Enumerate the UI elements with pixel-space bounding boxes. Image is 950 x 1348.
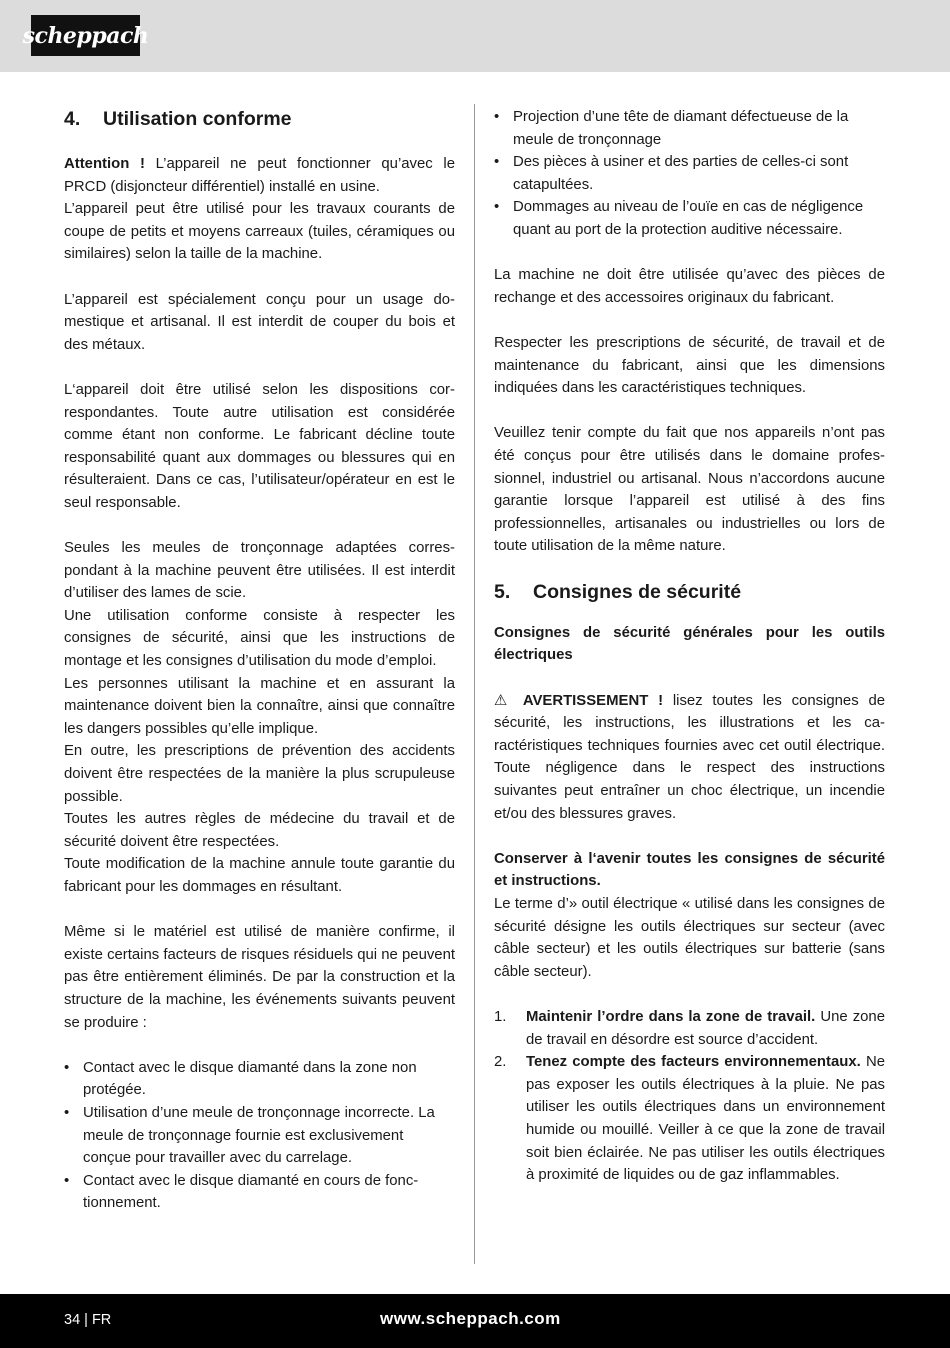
list-item	[494, 1006, 885, 1051]
spare-parts-paragraph: La machine ne doit être utilisée qu’avec des pièces de rechange et des accessoires originaux du fabricant.	[494, 267, 885, 306]
occupational-paragraph: Toutes les autres règles de médecine du travail et de sécurité doivent être respectées.	[64, 811, 455, 850]
section-number: 4.	[64, 108, 81, 130]
professional-use-paragraph: Veuillez tenir compte du fait que nos appareils n’ont pas été conçus pour être utilisés dans le domaine professionnel, industriel ou artisanal. Nous n’accordons aucune garantie lorsque l’appareil est utilisé à des fins professionnelles, artisanales ou industrielles ou lors de toute utilisation de la même nature.	[494, 425, 885, 555]
provisions-paragraph: L‘appareil doit être utilisé selon les dispositions correspondantes. Toute autre utilisation est considérée comme étant non conforme. Le fabricant décline toute responsabilité quant aux dommages ou blessures qui en résulteraient. Dans ce cas, l’utilisateur/opérateur en est le seul responsable.	[64, 381, 455, 511]
list-item: • Utilisation d’une meule de tronçonnage incorrecte. La meule de tronçonnage fournie est exclusivement conçue pour travailler avec du carrelage.	[64, 1102, 455, 1170]
left-column	[64, 106, 455, 1215]
section-title: Utilisation conforme	[103, 108, 292, 130]
section-title: Consignes de sécurité	[533, 580, 742, 603]
keep-instructions-heading: Conserver à l‘avenir toutes les consignes de sécurité et instructions.	[494, 850, 885, 890]
usage-paragraph: L’appareil peut être utilisé pour les travaux courants de coupe de petits et moyens carreaux (tuiles, céramiques ou similaires) selon la taille de la machine.	[64, 201, 455, 263]
item-title: Tenez compte des facteurs environnementaux.	[526, 1054, 861, 1071]
safety-numbered-list	[494, 1006, 885, 1187]
operators-paragraph: Les personnes utilisant la machine et en assurant la maintenance doivent bien la connaître, ainsi que connaître les dangers possibles qu’elle implique.	[64, 675, 455, 737]
item-text: Une zone de travail en désordre est source d’accident.	[526, 1008, 885, 1048]
blades-paragraph: Seules les meules de tronçonnage adaptées correspondant à la machine peuvent être utilisées. Il est interdit d’utiliser des lames de scie.	[64, 540, 455, 602]
page-number: 34 | FR	[64, 1312, 112, 1328]
attention-paragraph	[64, 153, 455, 198]
scheppach-logo: scheppach	[31, 15, 140, 56]
item-number: 2.	[494, 1054, 507, 1071]
list-item	[494, 1051, 885, 1187]
domestic-use-paragraph: L’appareil est spécialement conçu pour un usage domestique et artisanal. Il est interdit de couper du bois et des métaux.	[64, 291, 455, 353]
list-item: • Des pièces à usiner et des parties de celles-ci sont catapultées.	[494, 151, 885, 196]
page-header	[0, 0, 950, 72]
attention-text: L’appareil ne peut fonctionner qu’avec le PRCD (disjoncteur différentiel) installé en usine.	[64, 156, 455, 195]
section-5-heading	[494, 579, 885, 605]
list-item: • Projection d’une tête de diamant défectueuse de la meule de tronçonnage	[494, 106, 885, 151]
attention-label: Attention !	[64, 156, 145, 172]
power-tool-definition: Le terme d’» outil électrique « utilisé dans les consignes de sécurité désigne les outils électriques sur secteur (avec câble secteur) et les outils électriques sur batterie (sans câble secteur).	[494, 896, 885, 980]
warning-text: lisez toutes les consignes de sécurité, les instructions, les illustrations et les caractéristiques techniques fournies avec cet outil électrique. Toute négligence dans le respect des instructions suivantes peut entraîner un choc électrique, un incendie et/ou des blessures graves.	[494, 692, 886, 822]
residual-risks-paragraph: Même si le matériel est utilisé de manière confirme, il existe certains facteurs de risques résiduels qui ne peuvent pas être entièrement éliminés. De par la construction et la structure de la machine, les événements suivants peuvent se produire :	[64, 924, 455, 1031]
warning-label: AVERTISSEMENT !	[522, 692, 664, 709]
list-item: • Dommages au niveau de l’ouïe en cas de négligence quant au port de la protection auditive nécessaire.	[494, 196, 885, 241]
website-link[interactable]: www.scheppach.com	[380, 1309, 561, 1328]
modification-paragraph: Toute modification de la machine annule toute garantie du fabricant pour les dommages en résultant.	[64, 856, 455, 895]
risk-list-continued	[494, 106, 885, 242]
page-footer	[0, 1294, 950, 1348]
risk-list	[64, 1057, 455, 1215]
general-safety-subheading: Consignes de sécurité générales pour les outils électriques	[494, 624, 885, 664]
column-divider	[474, 104, 475, 1264]
item-title: Maintenir l’ordre dans la zone de travail.	[526, 1008, 816, 1025]
section-number: 5.	[494, 580, 511, 603]
warning-icon: ⚠	[494, 692, 514, 709]
list-item: • Contact avec le disque diamanté dans la zone non protégée.	[64, 1057, 455, 1102]
right-column	[494, 106, 885, 1187]
list-item: • Contact avec le disque diamanté en cours de fonctionnement.	[64, 1170, 455, 1215]
prescriptions-paragraph: Respecter les prescriptions de sécurité, de travail et de maintenance du fabricant, ainsi que les dimensions indiquées dans les caractéristiques techniques.	[494, 334, 885, 397]
conform-use-paragraph: Une utilisation conforme consiste à respecter les consignes de sécurité, ainsi que les instructions de montage et les consignes d’utilisation du mode d’emploi.	[64, 607, 455, 670]
section-4-heading	[64, 106, 455, 132]
item-text: Ne pas exposer les outils électriques à la pluie. Ne pas utiliser les outils électriques dans un environnement humide ou mouillé. Veiller à ce que la zone de travail soit bien éclairée. Ne pas utiliser les outils électriques à proximité de liquides ou de gaz inflammables.	[526, 1054, 885, 1184]
item-number: 1.	[494, 1008, 507, 1025]
prevention-paragraph: En outre, les prescriptions de prévention des accidents doivent être respectées de la manière la plus scrupuleuse possible.	[64, 743, 455, 805]
warning-paragraph	[494, 690, 885, 826]
